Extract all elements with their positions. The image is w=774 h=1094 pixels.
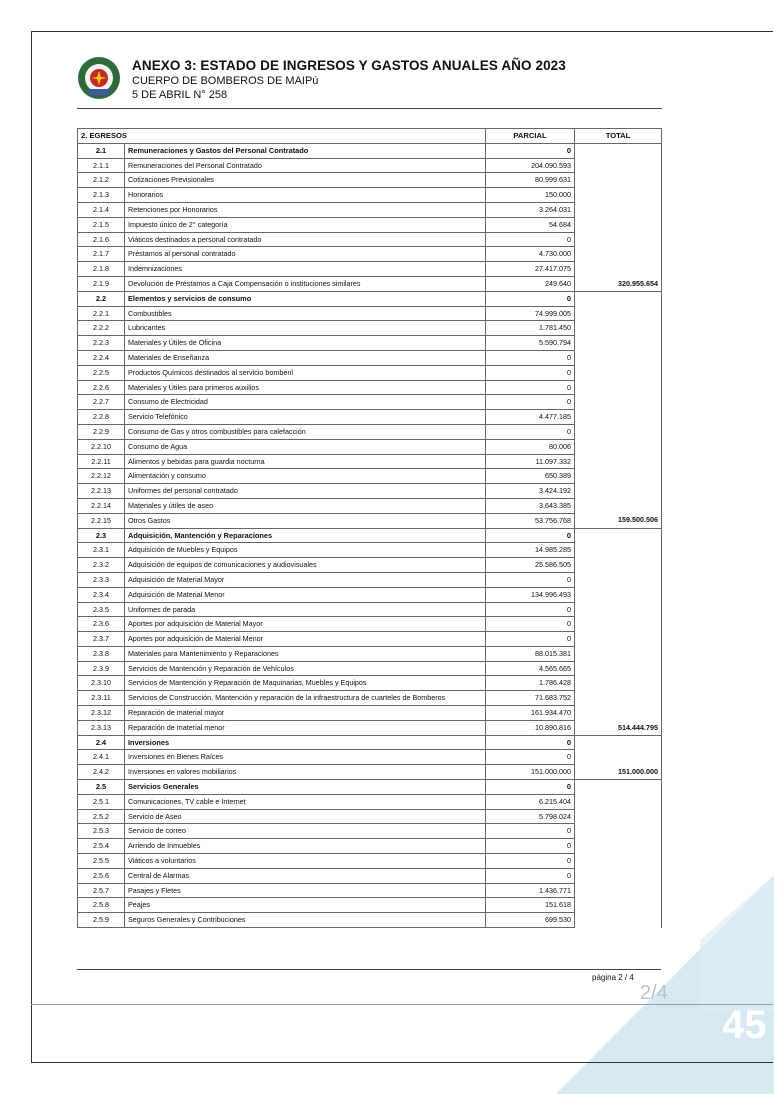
table-row	[78, 558, 662, 573]
row-description: Materiales y Útiles de Oficina	[125, 336, 486, 351]
table-row	[78, 617, 662, 632]
row-code: 2.2.10	[78, 439, 125, 454]
row-parcial: 5.590.794	[486, 336, 575, 351]
row-total	[575, 898, 662, 913]
table-row	[78, 173, 662, 188]
section-label: 2. EGRESOS	[78, 129, 486, 144]
row-code: 2.3.2	[78, 558, 125, 573]
row-code: 2.1.2	[78, 173, 125, 188]
row-description: Viáticos destinados a personal contratado	[125, 232, 486, 247]
page-overlay-number: 2/4	[640, 982, 668, 1004]
row-total	[575, 365, 662, 380]
row-total	[575, 839, 662, 854]
row-description: Comunicaciones, TV cable e Internet	[125, 794, 486, 809]
table-row	[78, 202, 662, 217]
row-parcial: 3.643.385	[486, 498, 575, 513]
row-total	[575, 188, 662, 203]
row-description: Uniformes del personal contratado	[125, 484, 486, 499]
row-description: Lubricantes	[125, 321, 486, 336]
row-total	[575, 484, 662, 499]
table-row	[78, 809, 662, 824]
row-code: 2.2.13	[78, 484, 125, 499]
row-total	[575, 572, 662, 587]
row-total	[575, 913, 662, 928]
row-total	[575, 883, 662, 898]
row-description: Alimentación y consumo	[125, 469, 486, 484]
row-description: Inversiones en valores mobiliarios	[125, 765, 486, 780]
row-total	[575, 602, 662, 617]
row-parcial: 0	[486, 824, 575, 839]
row-total	[575, 750, 662, 765]
section-row	[78, 735, 662, 750]
table-row	[78, 765, 662, 780]
row-description: Adquisición de Material Menor	[125, 587, 486, 602]
row-total	[575, 439, 662, 454]
row-description: Uniformes de parada	[125, 602, 486, 617]
row-code: 2.1.3	[78, 188, 125, 203]
table-row	[78, 350, 662, 365]
row-description: Alimentos y bebidas para guardia nocturna	[125, 454, 486, 469]
organization-name: CUERPO DE BOMBEROS DE MAIPú	[132, 75, 319, 87]
section-row	[78, 528, 662, 543]
row-description: Materiales y Útiles para primeros auxilios	[125, 380, 486, 395]
row-parcial: 650.389	[486, 469, 575, 484]
row-parcial: 3.424.192	[486, 484, 575, 499]
row-total	[575, 854, 662, 869]
table-row	[78, 454, 662, 469]
row-total	[575, 247, 662, 262]
row-description: Servicios de Construcción, Mantención y reparación de la infraestructura de cuarteles de Bomberos	[125, 691, 486, 706]
row-code: 2.1.8	[78, 262, 125, 277]
row-parcial: 249.640	[486, 276, 575, 291]
row-description: Impuesto único de 2° categoría	[125, 217, 486, 232]
row-code: 2.2.11	[78, 454, 125, 469]
row-parcial: 151.618	[486, 898, 575, 913]
column-header-total: TOTAL	[575, 129, 662, 144]
row-description: Central de Alarmas	[125, 868, 486, 883]
row-code: 2.5.1	[78, 794, 125, 809]
row-parcial: 27.417.075	[486, 262, 575, 277]
row-code: 2.3.10	[78, 676, 125, 691]
table-row	[78, 484, 662, 499]
row-parcial: 0	[486, 291, 575, 306]
row-description: Honorarios	[125, 188, 486, 203]
row-total: 320.955.654	[575, 276, 662, 291]
fire-department-logo	[77, 56, 121, 100]
row-total	[575, 469, 662, 484]
row-code: 2.5.7	[78, 883, 125, 898]
row-description: Reparación de material mayor	[125, 706, 486, 721]
row-description: Adquisición, Mantención y Reparaciones	[125, 528, 486, 543]
row-total	[575, 454, 662, 469]
row-code: 2.3.5	[78, 602, 125, 617]
row-code: 2.5	[78, 780, 125, 795]
row-parcial: 0	[486, 424, 575, 439]
row-description: Productos Químicos destinados al servicio bomberil	[125, 365, 486, 380]
row-parcial: 0	[486, 854, 575, 869]
row-code: 2.1.7	[78, 247, 125, 262]
table-row	[78, 632, 662, 647]
table-row	[78, 306, 662, 321]
row-description: Otros Gastos	[125, 513, 486, 528]
row-code: 2.3.9	[78, 661, 125, 676]
table-row	[78, 543, 662, 558]
row-parcial: 71.683.752	[486, 691, 575, 706]
row-total	[575, 868, 662, 883]
row-parcial: 134.996.493	[486, 587, 575, 602]
row-parcial: 54.684	[486, 217, 575, 232]
table-row	[78, 854, 662, 869]
row-parcial: 80.999.631	[486, 173, 575, 188]
document-header	[77, 56, 662, 109]
row-description: Aportes por adquisición de Material Mayor	[125, 617, 486, 632]
row-parcial: 14.985.285	[486, 543, 575, 558]
row-parcial: 0	[486, 395, 575, 410]
row-description: Adquisición de equipos de comunicaciones y audiovisuales	[125, 558, 486, 573]
table-row	[78, 380, 662, 395]
row-parcial: 6.215.404	[486, 794, 575, 809]
row-code: 2.5.6	[78, 868, 125, 883]
row-total	[575, 395, 662, 410]
row-total	[575, 676, 662, 691]
row-parcial: 0	[486, 572, 575, 587]
row-parcial: 0	[486, 365, 575, 380]
row-code: 2.2.9	[78, 424, 125, 439]
table-row	[78, 602, 662, 617]
row-total	[575, 380, 662, 395]
table-row	[78, 646, 662, 661]
row-parcial: 11.097.332	[486, 454, 575, 469]
row-total	[575, 528, 662, 543]
row-total	[575, 173, 662, 188]
row-total: 159.500.506	[575, 513, 662, 528]
row-description: Servicio de correo	[125, 824, 486, 839]
row-description: Retenciones por Honorarios	[125, 202, 486, 217]
table-row	[78, 750, 662, 765]
row-total	[575, 498, 662, 513]
row-code: 2.2.8	[78, 410, 125, 425]
row-code: 2.2.3	[78, 336, 125, 351]
row-total	[575, 424, 662, 439]
table-row	[78, 247, 662, 262]
row-code: 2.3.4	[78, 587, 125, 602]
row-description: Viáticos a voluntarios	[125, 854, 486, 869]
row-parcial: 204.090.593	[486, 158, 575, 173]
row-code: 2.5.3	[78, 824, 125, 839]
document-title: ANEXO 3: ESTADO DE INGRESOS Y GASTOS ANUALES AÑO 2023	[132, 58, 566, 73]
row-total	[575, 291, 662, 306]
table-row	[78, 395, 662, 410]
row-description: Inversiones	[125, 735, 486, 750]
expenses-table	[77, 128, 662, 928]
row-parcial: 88.015.381	[486, 646, 575, 661]
document-page-number: 45	[722, 1003, 767, 1047]
row-code: 2.3.1	[78, 543, 125, 558]
row-parcial: 5.798.024	[486, 809, 575, 824]
row-total	[575, 350, 662, 365]
table-header-row	[78, 129, 662, 144]
row-parcial: 4.730.000	[486, 247, 575, 262]
row-code: 2.3.11	[78, 691, 125, 706]
row-total	[575, 617, 662, 632]
row-description: Peajes	[125, 898, 486, 913]
row-description: Servicios Generales	[125, 780, 486, 795]
row-description: Consumo de Gas y otros combustibles para calefacción	[125, 424, 486, 439]
table-row	[78, 913, 662, 928]
table-row	[78, 439, 662, 454]
row-code: 2.3.7	[78, 632, 125, 647]
row-parcial: 150.000	[486, 188, 575, 203]
row-description: Indemnizaciones	[125, 262, 486, 277]
row-code: 2.5.4	[78, 839, 125, 854]
row-total	[575, 558, 662, 573]
row-description: Servicio Telefónico	[125, 410, 486, 425]
row-description: Servicio de Aseo	[125, 809, 486, 824]
table-row	[78, 424, 662, 439]
row-code: 2.5.8	[78, 898, 125, 913]
row-code: 2.3.6	[78, 617, 125, 632]
table-row	[78, 587, 662, 602]
table-row	[78, 883, 662, 898]
row-total: 514.444.795	[575, 720, 662, 735]
row-description: Remuneraciones y Gastos del Personal Contratado	[125, 143, 486, 158]
row-total	[575, 706, 662, 721]
row-parcial: 0	[486, 839, 575, 854]
row-description: Elementos y servicios de consumo	[125, 291, 486, 306]
row-total	[575, 410, 662, 425]
row-parcial: 80.006	[486, 439, 575, 454]
page-label: página 2 / 4	[592, 973, 634, 982]
row-total	[575, 217, 662, 232]
table-row	[78, 217, 662, 232]
table-row	[78, 262, 662, 277]
table-row	[78, 572, 662, 587]
table-row	[78, 824, 662, 839]
row-description: Remuneraciones del Personal Contratado	[125, 158, 486, 173]
row-parcial: 0	[486, 143, 575, 158]
row-code: 2.1.4	[78, 202, 125, 217]
table-row	[78, 794, 662, 809]
table-row	[78, 365, 662, 380]
table-row	[78, 706, 662, 721]
table-row	[78, 868, 662, 883]
row-total	[575, 691, 662, 706]
row-code: 2.2	[78, 291, 125, 306]
row-parcial: 1.436.771	[486, 883, 575, 898]
row-description: Pasajes y Fletes	[125, 883, 486, 898]
table-row	[78, 498, 662, 513]
row-total	[575, 306, 662, 321]
row-parcial: 1.781.450	[486, 321, 575, 336]
row-description: Materiales y útiles de aseo	[125, 498, 486, 513]
row-description: Materiales de Enseñanza	[125, 350, 486, 365]
row-total	[575, 809, 662, 824]
row-parcial: 0	[486, 780, 575, 795]
table-row	[78, 321, 662, 336]
table-row	[78, 661, 662, 676]
row-description: Materiales para Mantenimiento y Reparaciones	[125, 646, 486, 661]
row-code: 2.1.5	[78, 217, 125, 232]
row-parcial: 4.477.185	[486, 410, 575, 425]
table-row	[78, 839, 662, 854]
row-code: 2.3.12	[78, 706, 125, 721]
row-parcial: 0	[486, 617, 575, 632]
row-parcial: 0	[486, 735, 575, 750]
row-code: 2.2.1	[78, 306, 125, 321]
table-row	[78, 188, 662, 203]
row-parcial: 53.756.768	[486, 513, 575, 528]
row-total	[575, 735, 662, 750]
row-code: 2.2.2	[78, 321, 125, 336]
row-total	[575, 202, 662, 217]
row-description: Arriendo de Inmuebles	[125, 839, 486, 854]
row-description: Adquisición de Muebles y Equipos	[125, 543, 486, 558]
row-parcial: 0	[486, 380, 575, 395]
row-code: 2.1	[78, 143, 125, 158]
row-code: 2.3.13	[78, 720, 125, 735]
table-row	[78, 676, 662, 691]
column-header-parcial: PARCIAL	[486, 129, 575, 144]
row-description: Devolución de Préstamos a Caja Compensación o instituciones similares	[125, 276, 486, 291]
table-row	[78, 158, 662, 173]
section-row	[78, 291, 662, 306]
row-parcial: 0	[486, 350, 575, 365]
row-description: Servicios de Mantención y Reparación de Vehículos	[125, 661, 486, 676]
row-parcial: 0	[486, 602, 575, 617]
row-description: Inversiones en Bienes Raíces	[125, 750, 486, 765]
table-row	[78, 691, 662, 706]
section-row	[78, 780, 662, 795]
row-total	[575, 232, 662, 247]
row-code: 2.2.7	[78, 395, 125, 410]
row-parcial: 0	[486, 232, 575, 247]
row-parcial: 0	[486, 868, 575, 883]
row-total	[575, 262, 662, 277]
row-parcial: 0	[486, 528, 575, 543]
row-code: 2.5.9	[78, 913, 125, 928]
footer-divider	[77, 969, 661, 970]
row-parcial: 4.565.665	[486, 661, 575, 676]
table-row	[78, 232, 662, 247]
row-total	[575, 543, 662, 558]
table-row	[78, 276, 662, 291]
row-total	[575, 780, 662, 795]
row-description: Servicios de Mantención y Reparación de Maquinarias, Muebles y Equipos	[125, 676, 486, 691]
row-code: 2.2.15	[78, 513, 125, 528]
row-code: 2.3.8	[78, 646, 125, 661]
row-parcial: 161.934.470	[486, 706, 575, 721]
row-total: 151.000.000	[575, 765, 662, 780]
row-total	[575, 824, 662, 839]
row-description: Préstamos al personal contratado	[125, 247, 486, 262]
row-code: 2.1.9	[78, 276, 125, 291]
row-code: 2.4.1	[78, 750, 125, 765]
section-row	[78, 143, 662, 158]
row-description: Consumo de Agua	[125, 439, 486, 454]
row-description: Consumo de Electricidad	[125, 395, 486, 410]
row-total	[575, 143, 662, 158]
table-row	[78, 720, 662, 735]
row-description: Seguros Generales y Contribuciones	[125, 913, 486, 928]
row-code: 2.4	[78, 735, 125, 750]
row-description: Cotizaciones Previsionales	[125, 173, 486, 188]
table-row	[78, 469, 662, 484]
row-code: 2.5.5	[78, 854, 125, 869]
table-row	[78, 336, 662, 351]
row-code: 2.2.12	[78, 469, 125, 484]
table-row	[78, 513, 662, 528]
row-total	[575, 336, 662, 351]
row-parcial: 25.586.505	[486, 558, 575, 573]
row-code: 2.3	[78, 528, 125, 543]
row-code: 2.2.6	[78, 380, 125, 395]
row-total	[575, 646, 662, 661]
row-parcial: 0	[486, 632, 575, 647]
table-row	[78, 898, 662, 913]
organization-address: 5 DE ABRIL N° 258	[132, 89, 228, 101]
row-total	[575, 321, 662, 336]
row-total	[575, 587, 662, 602]
row-description: Reparación de material menor	[125, 720, 486, 735]
row-code: 2.1.1	[78, 158, 125, 173]
row-total	[575, 661, 662, 676]
row-code: 2.2.4	[78, 350, 125, 365]
row-parcial: 74.999.005	[486, 306, 575, 321]
row-code: 2.3.3	[78, 572, 125, 587]
page-separator	[31, 1004, 773, 1005]
row-description: Adquisición de Material Mayor	[125, 572, 486, 587]
row-total	[575, 158, 662, 173]
row-code: 2.1.6	[78, 232, 125, 247]
row-parcial: 3.264.031	[486, 202, 575, 217]
row-description: Combustibles	[125, 306, 486, 321]
row-code: 2.2.14	[78, 498, 125, 513]
row-code: 2.5.2	[78, 809, 125, 824]
row-code: 2.2.5	[78, 365, 125, 380]
row-parcial: 151.000.000	[486, 765, 575, 780]
row-description: Aportes por adquisición de Material Menor	[125, 632, 486, 647]
row-code: 2.4.2	[78, 765, 125, 780]
row-parcial: 1.786.428	[486, 676, 575, 691]
row-parcial: 699.530	[486, 913, 575, 928]
table-row	[78, 410, 662, 425]
row-parcial: 0	[486, 750, 575, 765]
row-total	[575, 632, 662, 647]
row-parcial: 10.890.816	[486, 720, 575, 735]
row-total	[575, 794, 662, 809]
